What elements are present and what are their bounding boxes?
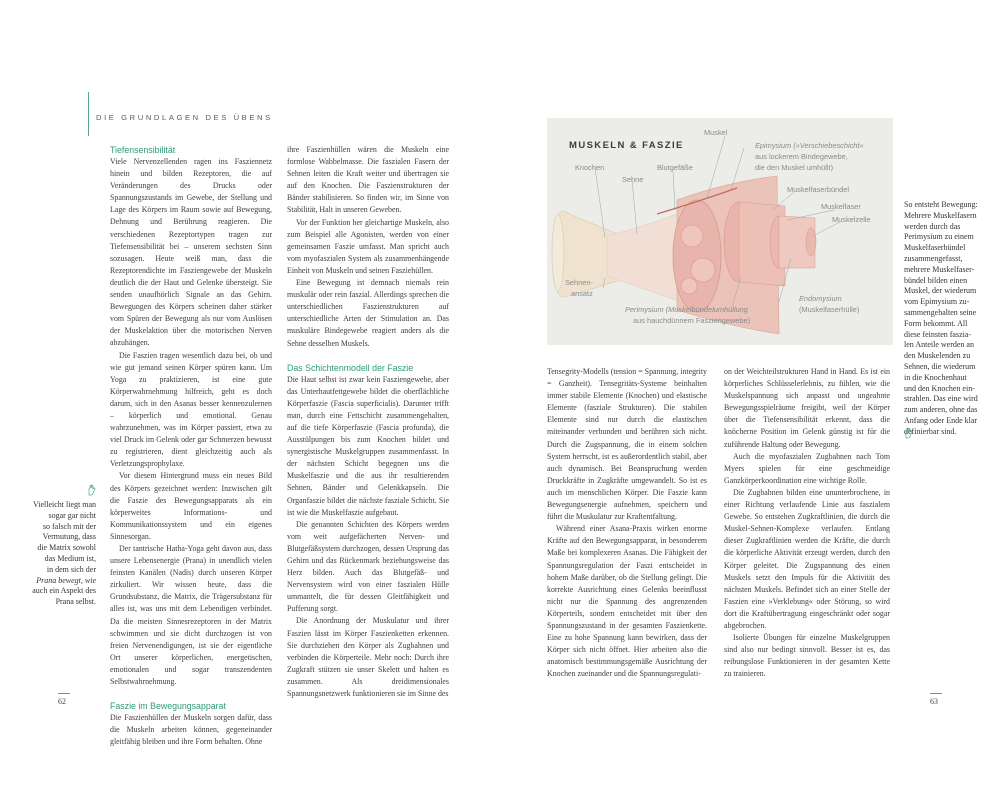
muscle-cross-section bbox=[673, 200, 721, 312]
sidenote-line: So entsteht Bewegung: bbox=[904, 200, 978, 209]
fascicle-cross-section bbox=[691, 258, 715, 282]
paragraph: Viele Nervenzellenden ragen ins Fasziennetz hinein und bilden Rezeptoren, die auf Veränderungen des Drucks oder Spannungszustands im Gewebe, der Stellung und Lage des Körpers im Raum sowie auf Bewegung, Dehnung und Berührung reagieren. Die verschiedenen Rezeptortypen tragen zur Tiefensensibilität bei – unserem sechsten Sinn sozusagen. Heute weiß man, dass die Rezeptorendichte im Fasziengewebe der Muskeln deutlich die der Haut und Gelenke übersteigt. Sie senden unaufhörlich Signale an das Gehirn. Bewegungen des Körpers scheinen daher stärker vom Spüren der Bewegung als nur vom Auslösen der Muskelaktion über die motorischen Nerven abzuhängen. bbox=[110, 157, 272, 348]
label-sehne: Sehne bbox=[622, 175, 644, 184]
paragraph: Isolierte Übungen für einzelne Muskelgruppen sind also nur bedingt sinnvoll. Besser ist es, das reibungslose Funktionieren in der gesamten Kette zu trainieren. bbox=[724, 633, 890, 679]
sidenote-line: Perimysium zu einem bbox=[904, 232, 974, 242]
sidenote-line: Vermutung, dass bbox=[42, 532, 96, 542]
page-number-right: 63 bbox=[930, 697, 938, 706]
label-epimysium: Epimysium (»Verschiebeschicht« bbox=[755, 141, 864, 150]
sidenote-line: vom Epimysium zu- bbox=[904, 297, 970, 307]
hand-mudra-icon bbox=[904, 427, 914, 439]
paragraph: Auch die myofaszialen Zugbahnen nach Tom Myers spielen für eine geschmeidige Ganzkörperkoordination eine wichtige Rolle. bbox=[724, 451, 890, 485]
sidenote-line: Prana selbst. bbox=[55, 597, 96, 607]
label-muskelfaser: Muskelfaser bbox=[821, 202, 861, 211]
label-perimysium-2: aus hauchdünnem Fasziengewebe) bbox=[633, 316, 751, 325]
sidenote-line: bündel bilden einen bbox=[904, 275, 968, 285]
label-sehnenansatz: Sehnen- bbox=[565, 278, 593, 287]
sidenote-line: Mehrere Muskelfasern bbox=[904, 210, 977, 220]
sidenote-line: in dem sich der bbox=[46, 564, 96, 574]
sidenote-line: mehrere Muskelfaser- bbox=[904, 264, 975, 274]
paragraph: Die Faszien tragen wesentlich dazu bei, ob und wie gut jemand seinen Körper spüren kann. Um Yoga zu praktizieren, ist eine gute Körperwahrnehmung hilfreich, geht es doch darum, sich in den Asanas besser kennenzulernen – körperlich und emotional. Genau wahrzunehmen, was im Körper passiert, etwa zu viel Druck im Gelenk oder gar Schmerzen bewusst zu registrieren, dient gleichzeitig auch als Verletzungsprophylaxe. bbox=[110, 350, 272, 469]
right-sidenote bbox=[904, 200, 996, 438]
page-number-left: 62 bbox=[58, 697, 66, 706]
sidenote-line: diese feinsten faszia- bbox=[904, 329, 972, 339]
left-sidenote bbox=[24, 500, 96, 608]
sidenote-line: Anfang oder Ende klar bbox=[904, 415, 978, 425]
sidenote-line: werden durch das bbox=[904, 221, 961, 231]
paragraph: Die Faszienhüllen der Muskeln sorgen dafür, dass die Muskeln arbeiten können, gegeneinander gleitfähig bleiben und ihre Form behalten. Ohne bbox=[110, 713, 272, 747]
sidenote-line: den Muskelenden zu bbox=[904, 351, 971, 361]
sidenote-line: Vielleicht liegt man bbox=[32, 500, 96, 509]
sidenote-line: zum anderen, ohne das bbox=[904, 405, 978, 415]
paragraph: on der Weichteilstrukturen Hand in Hand. Es ist ein körperliches Schlüsselerlebnis, zu fühlen, wie die Muskelspannung sich anpasst und ungeahnte Bewegungsspielräume freigibt, weil der Körper über die Tiefensensibilität erkennt, dass die knöcherne Position im Gelenk günstig ist für die zuführende Haltung oder Bewegung. bbox=[724, 367, 890, 449]
right-column-1 bbox=[547, 366, 707, 680]
paragraph: Der tantrische Hatha-Yoga geht davon aus, dass unsere Lebensenergie (Prana) in unendlich vielen feinsten Kanälen (Nadis) durch unseren Körper zirkuliert. Wir wissen heute, dass die Grundsubstanz, die Matrix, die Trägersubstanz für alles ist, was uns mit dem Lebendigen verbindet. Da die meisten Sinnesrezeptoren in der Matrix schwimmen und sie dicht durchzogen ist von freien Nervenendigungen, ist sie der eigentliche Ort unserer körperlichen, energetischen, emotionalen und sogar transzendenten Selbstwahrnehmung. bbox=[110, 544, 272, 687]
sidenote-line: auch ein Aspekt des bbox=[32, 586, 96, 596]
paragraph: Die Zugbahnen bilden eine ununterbrochene, in einer Richtung verlaufende Linie aus faszialem Gewebe. So entstehen Zugkraftlinien, die durch die Muskel-Sehnen-Komplexe verlaufen. Entlang dieser Zugkraftlinien werden die Kräfte, die durch die körperliche Aktivität erzeugt werden, durch den Körper geleitet. Die Zugspannung des einen Muskels setzt den Impuls für die Aktivität des nächsten Muskels. Befindet sich an einer Stelle der Faszien eine »Verklebung« oder Störung, so wird dort die Kraftübertragung eingeschränkt oder sogar abgebrochen. bbox=[724, 487, 890, 630]
sidenote-line: Prana bewegt, wie bbox=[36, 575, 96, 585]
left-column-2 bbox=[287, 144, 449, 700]
label-knochen: Knochen bbox=[575, 163, 605, 172]
sidenote-line: Sehnen, die wiederum bbox=[904, 361, 976, 371]
sidenote-line: Muskelfaserbündel bbox=[904, 243, 966, 253]
figure-illustration bbox=[547, 118, 893, 345]
paragraph: Vor diesem Hintergrund muss ein neues Bild des Körpers gezeichnet werden: Inzwischen gilt die Faszie des Bewegungsapparats als ein körperweites Informations- und Kommunikationssystem und ein eigenes Sinnesorgan. bbox=[110, 471, 272, 541]
muscle-cell-shape bbox=[806, 228, 816, 256]
sidenote-line: definierbar sind. bbox=[904, 426, 957, 436]
label-epimysium-3: die den Muskel umhüllt) bbox=[755, 163, 834, 172]
label-muskelzelle: Muskelzelle bbox=[832, 215, 871, 224]
sidenote-line: len Anteile werden an bbox=[904, 340, 974, 350]
sidenote-line: zusammengefasst, bbox=[904, 253, 963, 263]
figure-title: MUSKELN & FASZIE bbox=[569, 140, 684, 151]
paragraph: Während einer Asana-Praxis wirken enorme Kräfte auf den Bewegungsapparat, in besonderem Maße bei komplexeren Asanas. Die Fähigkeit der Spannungsregulation der Faszi entscheidet in hohem Maße darüber, ob die Stellung gelingt. Die korrekte Ausrichtung eines Gelenks beeinflusst nicht nur die Spannung des angrenzenden Körperteils, sondern entscheidet mit über den Spannungszustand in der gesamten Faszienkette. Eine zu hohe Spannung kann bewirken, dass der Körper sich nicht öffnet. Hier arbeiten also die anatomisch bestimmungsgemäße Ausrichtung der Knochen zueinander und die Spannungsregulati- bbox=[547, 524, 707, 679]
muscle-fascia-figure bbox=[547, 118, 893, 345]
paragraph: Die Anordnung der Muskulatur und ihrer Faszien lässt im Körper Faszienketten erkennen. Sie durchziehen den Körper als Zugbahnen und verbinden die Körperteile. Mehr noch: Durch ihre Zugkraft stützen sie unser Skelett und halten es zusammen. Als dreidimensionales Spannungsnetzwerk funktionieren sie im Sinne des bbox=[287, 616, 449, 699]
bone-end bbox=[552, 215, 564, 291]
folio-rule bbox=[930, 693, 942, 694]
label-muskelfaserbuendel: Muskelfaserbündel bbox=[787, 185, 850, 194]
hand-mudra-icon bbox=[87, 484, 97, 496]
sidenote-line: in die Knochenhaut bbox=[904, 372, 967, 382]
label-perimysium: Perimysium (Muskelbündelumhüllung bbox=[625, 305, 748, 314]
label-endomysium-2: (Muskelfaserhülle) bbox=[799, 305, 860, 314]
running-head: DIE GRUNDLAGEN DES ÜBENS bbox=[96, 113, 273, 122]
label-sehnenansatz-2: ansatz bbox=[571, 289, 593, 298]
paragraph: Die genannten Schichten des Körpers werden vom weit aufgefächerten Nerven- und Blutgefäßsystem durchzogen, dessen Ursprung das Gehirn und das Rückenmark beziehungsweise das Herz bilden. Auch das Blutgefäß- und Nervensystem wird von einer faszialen Hülle ummantelt, die für dessen Gleitfähigkeit und Pufferung sorgt. bbox=[287, 519, 449, 614]
sidenote-line: Form bekommt. All bbox=[904, 318, 968, 328]
right-column-2 bbox=[724, 366, 890, 680]
sidenote-line: das Medium ist, bbox=[44, 553, 96, 563]
paragraph: Eine Bewegung ist demnach niemals rein muskulär oder rein faszial. Allerdings sprechen die unterschiedlichen Faszienstrukturen auf unterschiedliche Arten der Stimulation an. Das muskuläre Bindegewebe reagiert anders als die Sehne desselben Muskels. bbox=[287, 278, 449, 348]
fascicle-cross-section bbox=[681, 278, 697, 294]
label-blutgefaesse: Blutgefäße bbox=[657, 163, 693, 172]
sidenote-line: strahlen. Das eine wird bbox=[904, 394, 978, 404]
sidenote-line: sogar gar nicht bbox=[48, 510, 96, 520]
sidenote-line: Muskel, der wiederum bbox=[904, 286, 977, 296]
section-heading: Tiefensensibilität bbox=[110, 145, 176, 155]
sidenote-line: sammengehalten seine bbox=[904, 307, 977, 317]
paragraph: Tensegrity-Modells (tension = Spannung, integrity = Ganzheit). Tensegritäts-Systeme beinhalten immer stabile Elemente (Knochen) und elastische Elemente (fasziale Strukturen). Die stabilen Elemente sind nur durch die elastischen miteinander verbunden und berühren sich nicht. Durch die Zugspannung, die in einem solchen System herrscht, ist es außerordentlich stabil, aber auch dynamisch. Bei Beanspruchung werden Druckkräfte in Zugkräfte umgewandelt. So ist es auch im menschlichen Körper. Die Faszie kann Bewegungsenergie aufnehmen, speichern und führt die Muskulatur zur Kraftentfaltung. bbox=[547, 367, 707, 522]
sidenote-line: so falsch mit der bbox=[42, 521, 96, 531]
label-muskel: Muskel bbox=[704, 128, 728, 137]
sidenote-line: die Matrix sowohl bbox=[37, 543, 96, 553]
section-heading: Faszie im Bewegungsapparat bbox=[110, 701, 226, 712]
label-endomysium: Endomysium bbox=[799, 294, 842, 303]
left-column-1 bbox=[110, 144, 272, 748]
paragraph: Die Haut selbst ist zwar kein Fasziengewebe, aber das Unterhautfettgewebe bildet die oberflächliche Körperfaszie (Fascia superficialis). Darunter trifft man, durch eine Fettschicht zusammengehalten, auf die tiefe Körperfaszie (Fascia profunda), die Ausstülpungen bis zum Knochen bildet und synergistische Muskelgruppen zusammenfasst. In der nächsten Schicht begegnen uns die Muskelfaszie und die aus ihr resultierenden Sehnen, Bänder und Gelenkkapseln. Die Organfaszie bildet die nächste fasziale Schicht. Sie ist wie die Muskelfaszie aufgebaut. bbox=[287, 374, 449, 517]
paragraph: Vor der Funktion her gleichartige Muskeln, also zum Beispiel alle Agonisten, werden von einer gemeinsamen Faszie umfasst. Man spricht auch vom myofaszialen System als zusammenhängende Einheit von Muskeln und seinen Fasziehüllen. bbox=[287, 217, 449, 275]
running-head-rule bbox=[88, 92, 89, 136]
label-epimysium-2: aus lockerem Bindegewebe, bbox=[755, 152, 848, 161]
paragraph: ihre Faszienhüllen wären die Muskeln eine formlose Wabbelmasse. Die faszialen Fasern der Sehnen leiten die Kraft weiter und übertragen sie auf den Knochen. Die Faszienstrukturen der Bänder stabilisieren. So finden wir, im Sinne von Stabilität, Halt in unseren Geweben. bbox=[287, 145, 449, 215]
sidenote-line: und den Knochen ein- bbox=[904, 383, 975, 393]
folio-rule bbox=[58, 693, 70, 694]
fascicle-cross-section bbox=[681, 225, 703, 247]
section-heading: Das Schichtenmodell der Faszie bbox=[287, 362, 414, 373]
